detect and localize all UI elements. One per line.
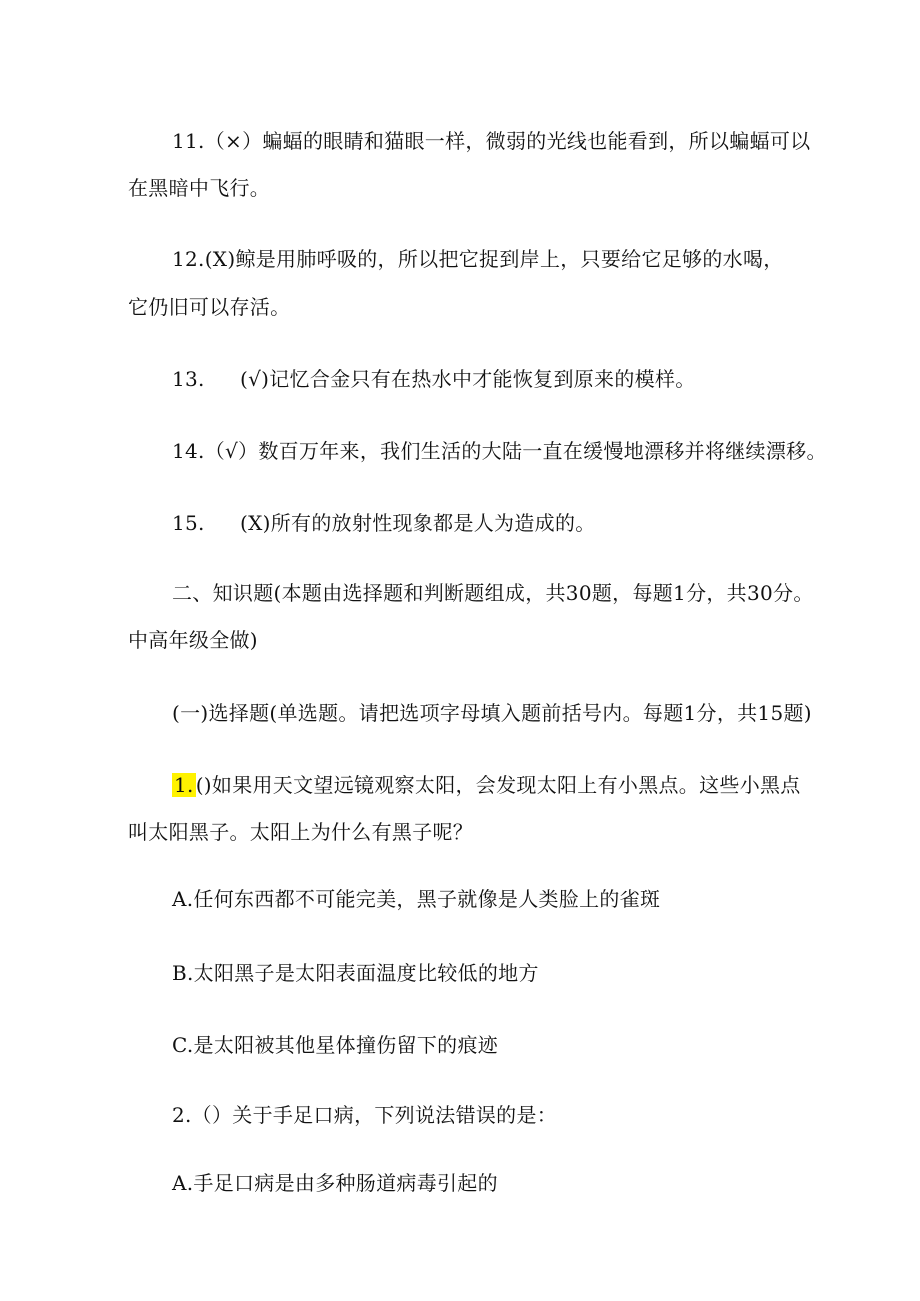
section-2-heading-line-2: 中高年级全做) [128,628,258,652]
question-11-line-1: 11.（×）蝙蝠的眼睛和猫眼一样，微弱的光线也能看到，所以蝙蝠可以 [172,129,811,153]
choice-question-1-option-a: A.任何东西都不可能完美，黑子就像是人类脸上的雀斑 [172,887,661,911]
question-13-number: 13. [172,367,205,391]
choice-question-1-line-1 [172,772,801,798]
choice-question-1-line-2: 叫太阳黑子。太阳上为什么有黑子呢？ [128,820,474,844]
question-11-line-2: 在黑暗中飞行。 [128,176,271,200]
choice-question-2: 2.（）关于手足口病，下列说法错误的是： [172,1103,558,1127]
subsection-choice-heading: (一)选择题(单选题。请把选项字母填入题前括号内。每题1分，共15题) [172,701,812,725]
choice-question-2-option-a: A.手足口病是由多种肠道病毒引起的 [172,1171,498,1195]
question-14: 14.（√）数百万年来，我们生活的大陆一直在缓慢地漂移并将继续漂移。 [172,439,827,463]
section-2-heading-line-1: 二、知识题(本题由选择题和判断题组成，共30题，每题1分，共30分。 [172,581,814,605]
choice-question-1-option-b: B.太阳黑子是太阳表面温度比较低的地方 [172,961,539,985]
question-12-line-2: 它仍旧可以存活。 [128,295,291,319]
question-15-text: (X)所有的放射性现象都是人为造成的。 [240,511,596,535]
choice-question-1-text: ()如果用天文望远镜观察太阳，会发现太阳上有小黑点。这些小黑点 [195,773,801,797]
question-12-line-1: 12.(X)鲸是用肺呼吸的，所以把它捉到岸上，只要给它足够的水喝， [172,247,784,271]
highlighted-question-number: 1. [174,773,194,797]
question-15-number: 15. [172,511,205,535]
choice-question-1-option-c: C.是太阳被其他星体撞伤留下的痕迹 [172,1033,499,1057]
question-13-text: (√)记忆合金只有在热水中才能恢复到原来的模样。 [240,367,696,391]
